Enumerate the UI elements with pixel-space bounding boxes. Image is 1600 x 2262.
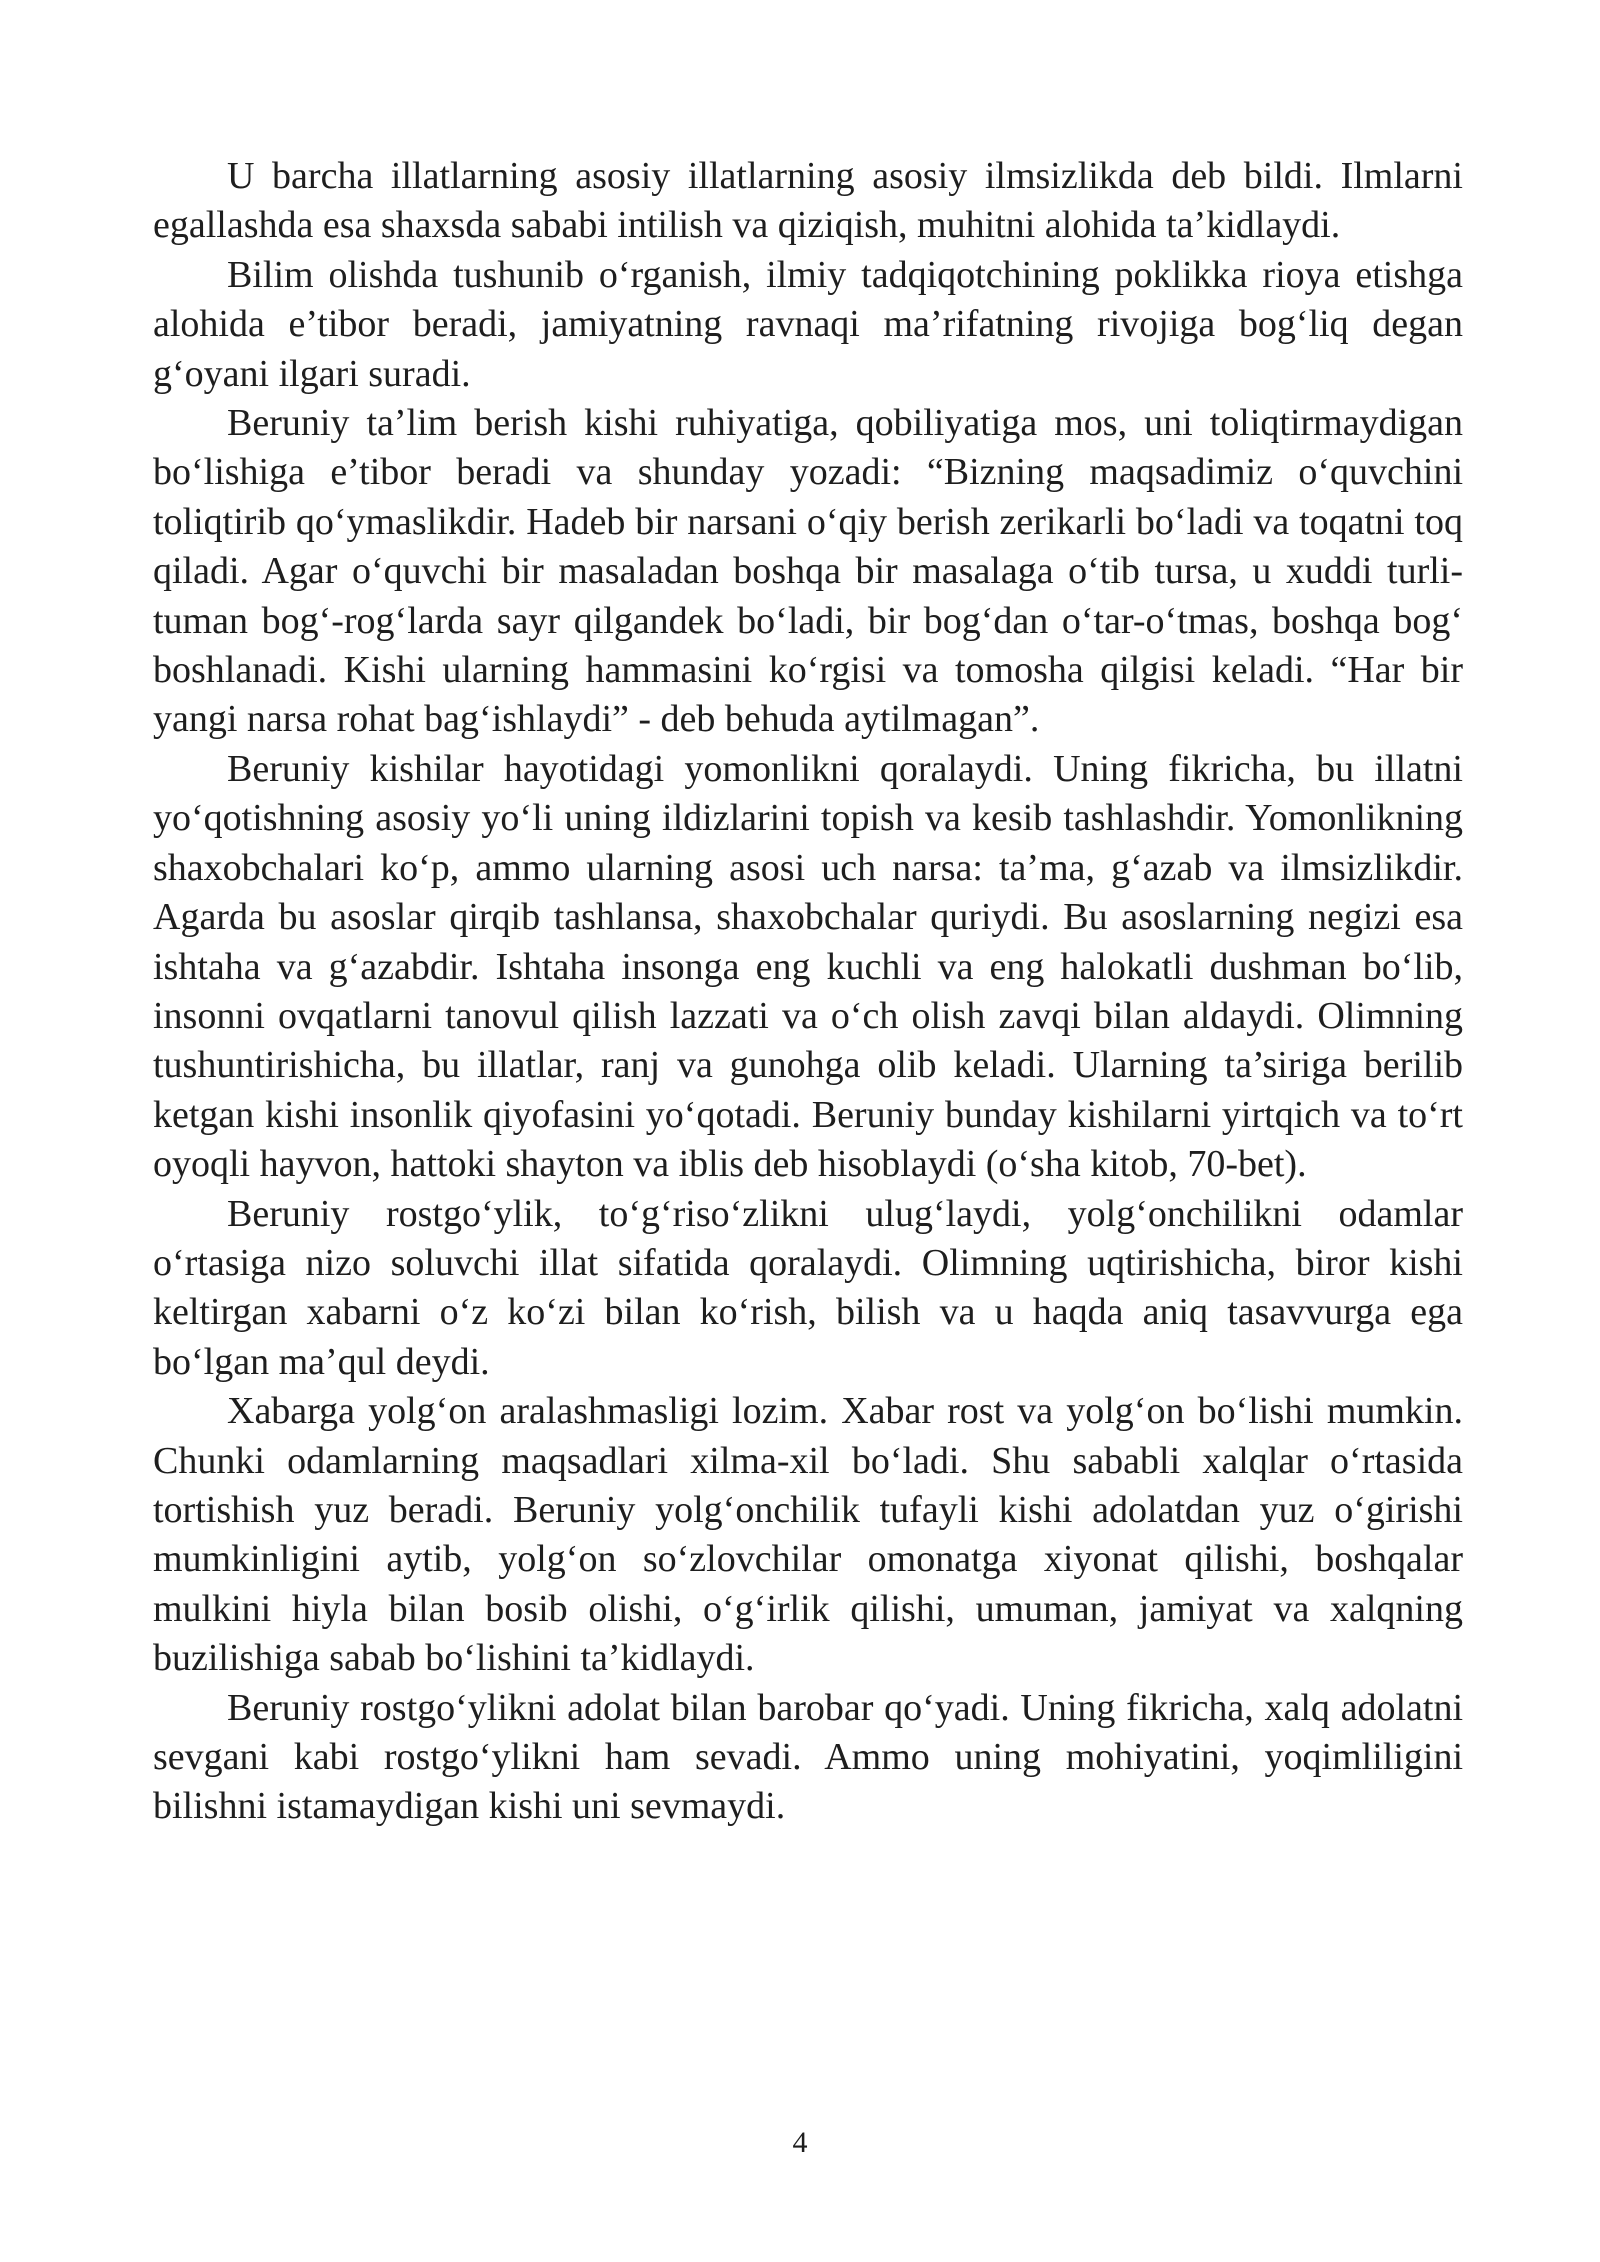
paragraph: Beruniy rostgo‘ylik, to‘g‘riso‘zlikni ulug‘laydi, yolg‘onchilikni odamlar o‘rtasiga nizo soluvchi illat sifatida qoralaydi. Olimning uqtirishicha, biror kishi keltirgan xabarni o‘z ko‘zi bilan ko‘rish, bilish va u haqda aniq tasavvurga ega bo‘lgan ma’qul deydi. [153,1192,1463,1383]
paragraph: Beruniy kishilar hayotidagi yomonlikni qoralaydi. Uning fikricha, bu illatni yo‘qotishning asosiy yo‘li uning ildizlarini topish va kesib tashlashdir. Yomonlikning shaxobchalari ko‘p, ammo ularning asosi uch narsa: ta’ma, g‘azab va ilmsizlikdir. Agarda bu asoslar qirqib tashlansa, shaxobchalar quriydi. Bu asoslarning negizi esa ishtaha va g‘azabdir. Ishtaha insonga eng kuchli va eng halokatli dushman bo‘lib, insonni ovqatlarni tanovul qilish lazzati va o‘ch olish zavqi bilan aldaydi. Olimning tushuntirishicha, bu illatlar, ranj va gunohga olib keladi. Ularning ta’siriga berilib ketgan kishi insonlik qiyofasini yo‘qotadi. Beruniy bunday kishilarni yirtqich va to‘rt oyoqli hayvon, hattoki shayton va iblis deb hisoblaydi (o‘sha kitob, 70-bet). [153,747,1463,1186]
text-body [153,152,1463,1832]
paragraph: Xabarga yolg‘on aralashmasligi lozim. Xabar rost va yolg‘on bo‘lishi mumkin. Chunki odamlarning maqsadlari xilma-xil bo‘ladi. Shu sababli xalqlar o‘rtasida tortishish yuz beradi. Beruniy yolg‘onchilik tufayli kishi adolatdan yuz o‘girishi mumkinligini aytib, yolg‘on so‘zlovchilar omonatga xiyonat qilishi, boshqalar mulkini hiyla bilan bosib olishi, o‘g‘irlik qilishi, umuman, jamiyat va xalqning buzilishiga sabab bo‘lishini ta’kidlaydi. [153,1390,1463,1680]
page-number: 4 [792,2126,808,2159]
paragraph: Bilim olishda tushunib o‘rganish, ilmiy tadqiqotchining poklikka rioya etishga alohida e’tibor beradi, jamiyatning ravnaqi ma’rifatning rivojiga bog‘liq degan g‘oyani ilgari suradi. [153,253,1463,395]
paragraph: U barcha illatlarning asosiy illatlarning asosiy ilmsizlikda deb bildi. Ilmlarni egallashda esa shaxsda sababi intilish va qiziqish, muhitni alohida ta’kidlaydi. [153,155,1463,247]
paragraph: Beruniy rostgo‘ylikni adolat bilan barobar qo‘yadi. Uning fikricha, xalq adolatni sevgani kabi rostgo‘ylikni ham sevadi. Ammo uning mohiyatini, yoqimliligini bilishni istamaydigan kishi uni sevmaydi. [153,1686,1463,1828]
paragraph: Beruniy ta’lim berish kishi ruhiyatiga, qobiliyatiga mos, uni toliqtirmaydigan bo‘lishiga e’tibor beradi va shunday yozadi: “Bizning maqsadimiz o‘quvchini toliqtirib qo‘ymaslikdir. Hadeb bir narsani o‘qiy berish zerikarli bo‘ladi va toqatni toq qiladi. Agar o‘quvchi bir masaladan boshqa bir masalaga o‘tib tursa, u xuddi turli-tuman bog‘-rog‘larda sayr qilgandek bo‘ladi, bir bog‘dan o‘tar-o‘tmas, boshqa bog‘ boshlanadi. Kishi ularning hammasini ko‘rgisi va tomosha qilgisi keladi. “Har bir yangi narsa rohat bag‘ishlaydi” - deb behuda aytilmagan”. [153,402,1463,741]
